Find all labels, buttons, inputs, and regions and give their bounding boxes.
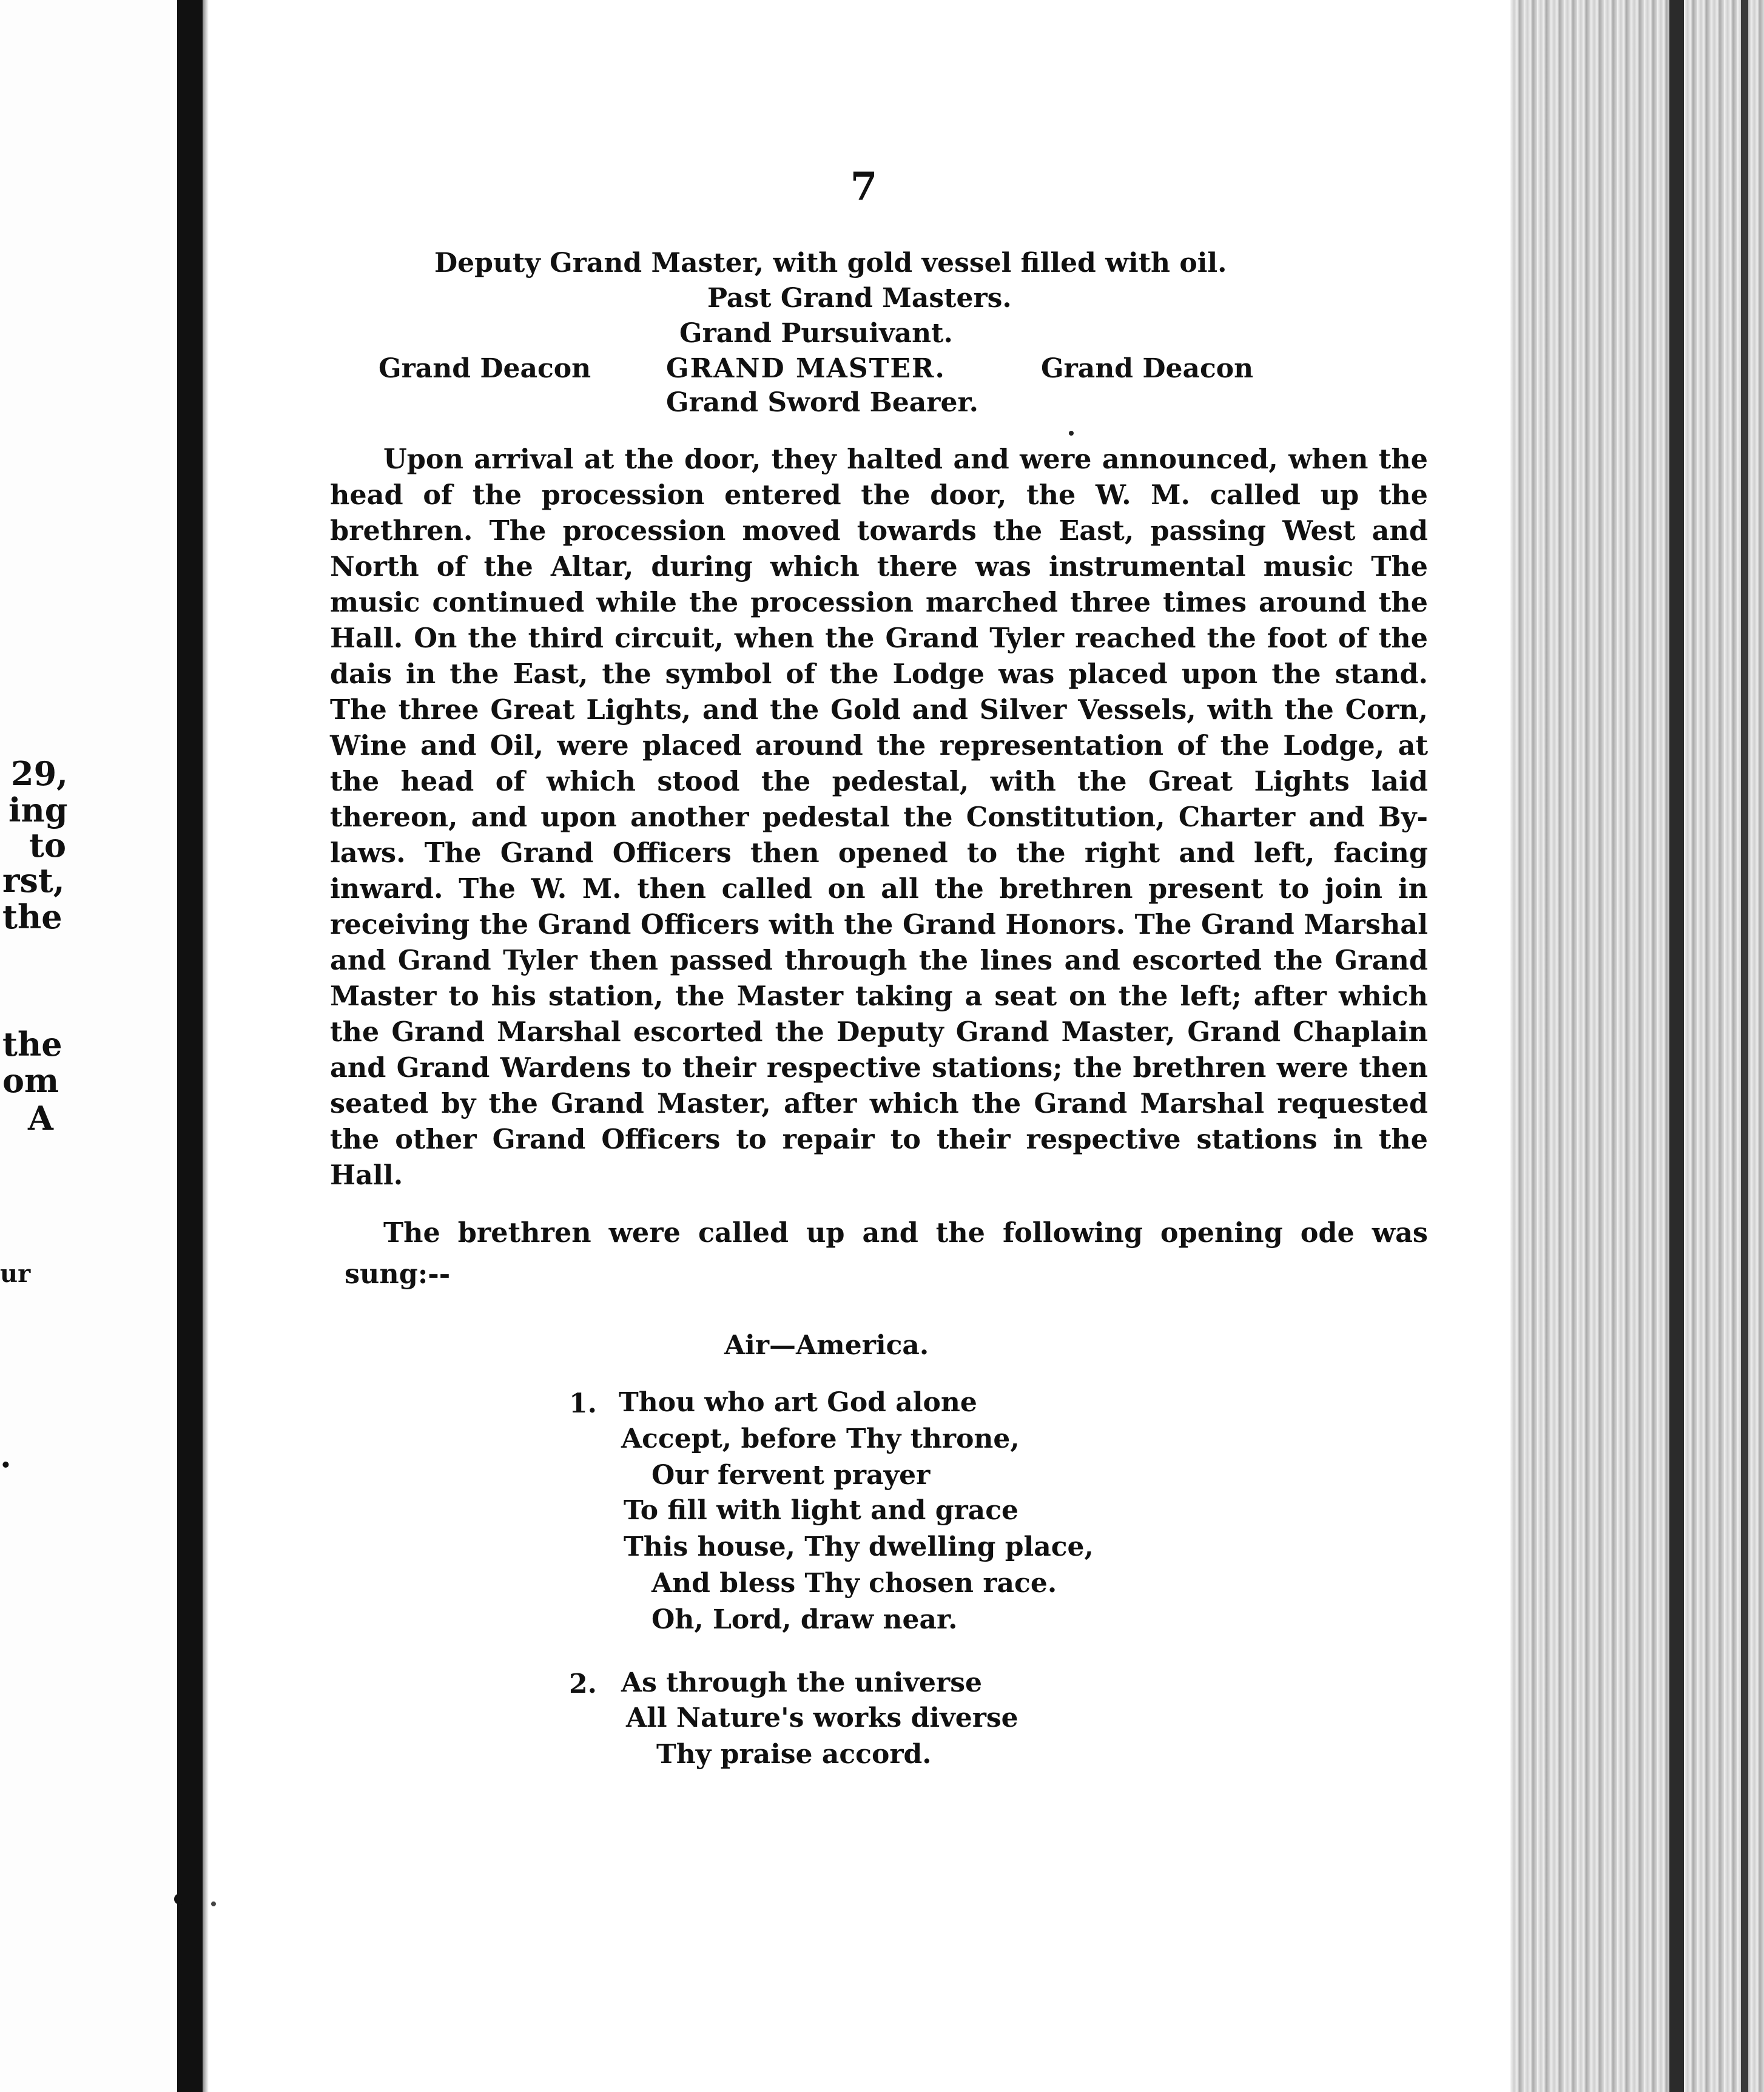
verse-line: All Nature's works diverse — [626, 1702, 1018, 1733]
verse-line: And bless Thy chosen race. — [651, 1568, 1057, 1599]
procession-grand-deacon-left: Grand Deacon — [379, 353, 591, 384]
verse-line: Our fervent prayer — [651, 1460, 931, 1491]
page-number: 7 — [850, 164, 878, 209]
verse-line: This house, Thy dwelling place, — [624, 1531, 1094, 1562]
procession-line: Deputy Grand Master, with gold vessel filled with oil. — [434, 248, 1227, 278]
facing-fragment: 29, — [11, 754, 68, 793]
verse-number: 2. — [569, 1669, 597, 1699]
procession-line: Grand Pursuivant. — [679, 318, 953, 349]
procession-grand-deacon-right: Grand Deacon — [1041, 353, 1254, 384]
verse-line: Oh, Lord, draw near. — [651, 1604, 958, 1635]
verse-line: To fill with light and grace — [624, 1495, 1018, 1526]
verse-line: Thou who art God alone — [619, 1387, 977, 1418]
procession-line: Grand Sword Bearer. — [666, 387, 978, 418]
hymn-air-title: Air—America. — [724, 1330, 929, 1361]
procession-grand-master: GRAND MASTER. — [666, 353, 946, 384]
verse-number: 1. — [569, 1388, 597, 1419]
verse-line: As through the universe — [621, 1667, 982, 1698]
procession-line: Past Grand Masters. — [707, 283, 1012, 314]
body-paragraph: Upon arrival at the door, they halted and were announced, when the head of the procession entered the door, the W. M. called up the brethren. The procession moved towards the East, passing West and North of the Altar, during which there was instrumental music The music continued while the procession marched three times around the Hall. On the third circuit, when the Grand Tyler reached the foot of the dais in the East, the symbol of the Lodge was placed upon the stand. The three Great Lights, and the Gold and Silver Vessels, with the Corn, Wine and Oil, were placed around the representation of the Lodge, at the head of which stood the pedestal, with the Great Lights laid thereon, and upon another pedestal the Constitution, Charter and By-laws. The Grand Officers then opened to the right and left, facing inward. The W. M. then called on all the brethren present to join in receiving the Grand Officers with the Grand Honors. The Grand Marshal and Grand Tyler then passed through the lines and escorted the Grand Master to his station, the Master taking a seat on the left; after which the Grand Marshal escorted the Deputy Grand Master, Grand Chaplain and Grand Wardens to their respective stations; the brethren were then seated by the Grand Master, after which the Grand Marshal requested the other Grand Officers to repair to their respective stations in the Hall. — [330, 444, 1428, 1191]
verse-line: Thy praise accord. — [656, 1739, 932, 1770]
facing-page: 29, ing to rst, the the om A ur . — [0, 0, 176, 2092]
body-paragraph: The brethren were called up and the following opening ode was sung:-- — [345, 1217, 1428, 1290]
verse-line: Accept, before Thy throne, — [621, 1423, 1020, 1454]
